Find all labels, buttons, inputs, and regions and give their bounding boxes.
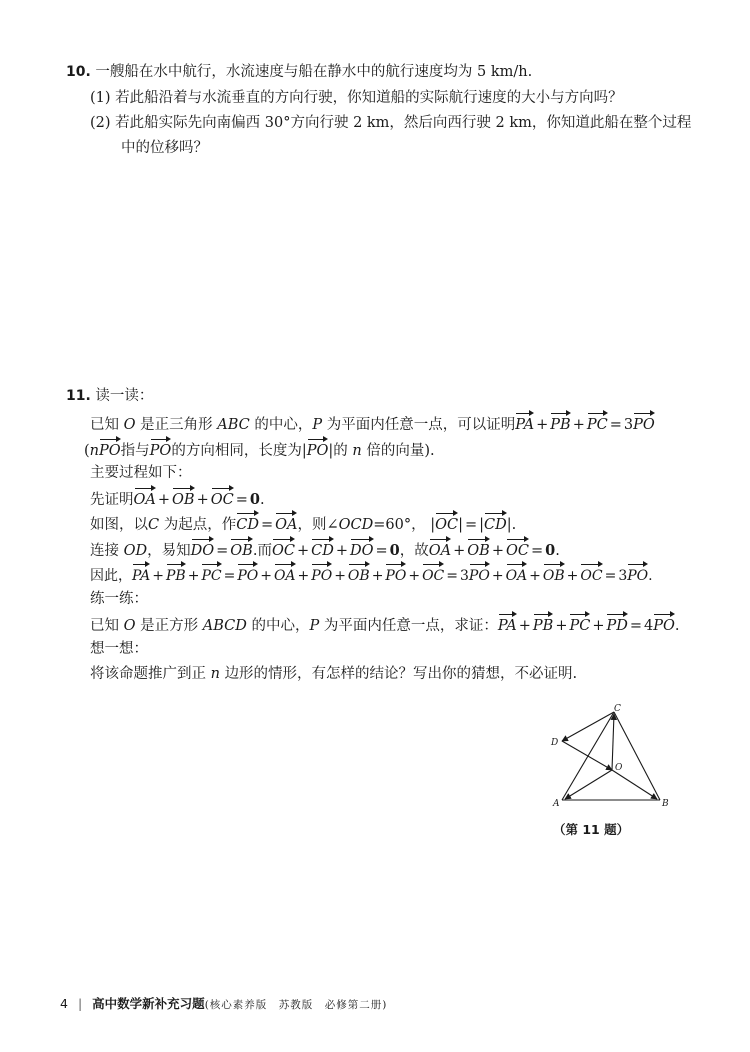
label-c: C xyxy=(614,704,621,714)
vector-ob xyxy=(612,770,657,799)
figure-caption: （第 11 题） xyxy=(553,822,630,837)
text: ，易知 xyxy=(147,543,191,559)
q11-heading xyxy=(66,386,153,406)
vector-do xyxy=(562,741,612,770)
q11-process-heading: 主要过程如下： xyxy=(90,465,192,481)
text: 的 xyxy=(333,443,348,459)
text: 边形的情形，有怎样的结论？写出你的猜想，不必证明. xyxy=(224,666,578,682)
page-footer: 4 | 高中数学新补充习题(核心素养版 苏教版 必修第二册) xyxy=(60,996,388,1011)
q11-practice-heading: 练一练： xyxy=(90,591,148,607)
q10-stem xyxy=(66,62,532,82)
text: ，故 xyxy=(399,543,429,559)
label-b: B xyxy=(662,799,669,809)
text: 已知 xyxy=(90,618,119,634)
edge-cb xyxy=(614,712,660,800)
q10-part1: (1) 若此船沿着与水流垂直的方向行驶，你知道船的实际航行速度的大小与方向吗？ xyxy=(90,90,623,106)
text: 已知 xyxy=(90,417,119,433)
q11-number: 11. xyxy=(66,388,91,404)
label-o: O xyxy=(615,763,623,773)
q11-line4: 先证明OA + OB + OC = 0. xyxy=(90,487,265,510)
text: ，则∠ xyxy=(297,517,339,533)
q11-line1: 已知 O 是正三角形 ABC 的中心，P 为平面内任意一点，可以证明PA + PB + PC = 3PO xyxy=(90,412,655,435)
q11-read-heading: 读一读： xyxy=(95,388,154,404)
text: 的中心， xyxy=(251,618,310,634)
text: 如图，以 xyxy=(90,517,148,533)
text: .而 xyxy=(252,543,272,559)
q11-line6: 连接 OD，易知DO = OB.而OC + CD + DO = 0，故OA + OB + OC = 0. xyxy=(90,538,560,561)
q10-part2-line1: (2) 若此船实际先向南偏西 30°方向行驶 2 km，然后向西行驶 2 km，你知道此船在整个过程 xyxy=(90,115,692,131)
book-title: 高中数学新补充习题 xyxy=(92,996,205,1011)
q10-stem-text: 一艘船在水中航行，水流速度与船在静水中的航行速度均为 5 km/h. xyxy=(95,64,533,80)
q11-line11 xyxy=(90,664,577,684)
text: 为起点，作 xyxy=(163,517,237,533)
text: 是正方形 xyxy=(140,618,199,634)
label-a: A xyxy=(553,799,560,809)
vector-oa xyxy=(565,770,612,799)
triangle-figure xyxy=(548,704,678,816)
vector-oc xyxy=(612,714,614,770)
text: 连接 xyxy=(90,543,119,559)
text: 将该命题推广到正 xyxy=(90,666,206,682)
q11-think-heading: 想一想： xyxy=(90,641,148,657)
q10-part2-line2: 中的位移吗？ xyxy=(121,140,208,156)
q11-line5: 如图，以C 为起点，作CD = OA，则∠OCD=60°， |OC| = |CD|. xyxy=(90,512,516,535)
text: 因此， xyxy=(90,568,132,584)
text: 为平面内任意一点，可以证明 xyxy=(326,417,516,433)
text: 的中心， xyxy=(254,417,313,433)
q11-line9: 已知 O 是正方形 ABCD 的中心，P 为平面内任意一点，求证：PA + PB + PC + PD = 4PO. xyxy=(90,613,680,636)
label-d: D xyxy=(551,738,559,748)
text: 指与 xyxy=(120,443,150,459)
q11-line2: (nPO指与PO的方向相同，长度为|PO|的 n 倍的向量). xyxy=(84,438,435,461)
text: 倍的向量). xyxy=(366,443,435,459)
text: 为平面内任意一点，求证： xyxy=(323,618,498,634)
text: 是正三角形 xyxy=(140,417,213,433)
text: =60°， xyxy=(373,517,426,533)
text: n xyxy=(210,666,220,682)
book-subtitle: (核心素养版 苏教版 必修第二册) xyxy=(204,999,388,1011)
q10-number: 10. xyxy=(66,64,91,80)
text: 先证明 xyxy=(90,492,134,508)
text: 的方向相同，长度为 xyxy=(171,443,302,459)
q11-line7: 因此，PA + PB + PC = PO + OA + PO + OB + PO + OC = 3PO + OA + OB + OC = 3PO. xyxy=(90,563,653,586)
vector-cd xyxy=(562,712,614,741)
page-number: 4 xyxy=(60,996,68,1011)
